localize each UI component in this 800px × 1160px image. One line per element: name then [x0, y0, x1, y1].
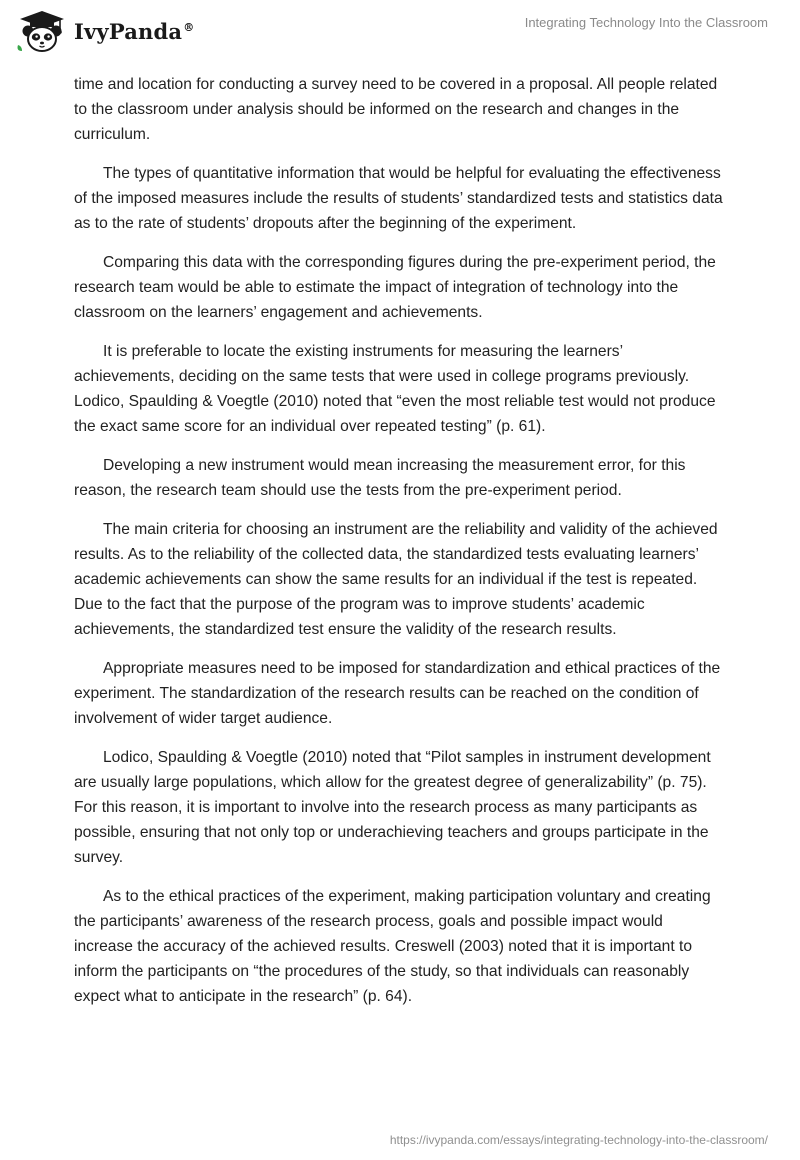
panda-graduate-icon	[14, 9, 70, 53]
paragraph-5: Developing a new instrument would mean increasing the measurement error, for this reason, the research team should use the tests from the pre-experiment period.	[74, 457, 686, 499]
source-url-link[interactable]: https://ivypanda.com/essays/integrating-technology-into-the-classroom/	[389, 1133, 768, 1147]
paragraph-8: Lodico, Spaulding & Voegtle (2010) noted that “Pilot samples in instrument development are usually large populations, which allow for the greatest degree of generalizability” (p. 75). For this reason, it is important to involve into the research process as many participants as possible, ensuring that not only top or underachieving teachers and groups participate in the survey.	[74, 749, 711, 866]
document-title: Integrating Technology Into the Classroom	[524, 15, 768, 30]
essay-body	[74, 72, 726, 1023]
page-header	[0, 0, 800, 60]
brand-name: IvyPanda	[74, 18, 183, 44]
registered-mark: ®	[183, 20, 195, 34]
paragraph-3: Comparing this data with the corresponding figures during the pre-experiment period, the research team would be able to estimate the impact of integration of technology into the classroom on the learners’ engagement and achievements.	[74, 254, 716, 321]
paragraph-9: As to the ethical practices of the experiment, making participation voluntary and creating the participants’ awareness of the research process, goals and possible impact would increase the accuracy of the achieved results. Creswell (2003) noted that it is important to inform the participants on “the procedures of the study, so that individuals can reasonably expect what to anticipate in the research” (p. 64).	[74, 888, 711, 1005]
paragraph-6: The main criteria for choosing an instrument are the reliability and validity of the achieved results. As to the reliability of the collected data, the standardized tests evaluating learners’ academic achievements can show the same results for an individual if the test is repeated. Due to the fact that the purpose of the program was to improve students’ academic achievements, the standardized test ensure the validity of the research results.	[74, 521, 718, 638]
paragraph-7: Appropriate measures need to be imposed for standardization and ethical practices of the experiment. The standardization of the research results can be reached on the condition of involvement of wider target audience.	[74, 660, 721, 727]
paragraph-1: time and location for conducting a survey need to be covered in a proposal. All people related to the classroom under analysis should be informed on the research and changes in the curriculum.	[74, 76, 718, 143]
logo-text	[74, 19, 194, 44]
paragraph-4: It is preferable to locate the existing instruments for measuring the learners’ achievements, deciding on the same tests that were used in college programs previously. Lodico, Spaulding & Voegtle (2010) noted that “even the most reliable test would not produce the exact same score for an individual over repeated testing” (p. 61).	[74, 343, 716, 435]
paragraph-2: The types of quantitative information that would be helpful for evaluating the effectiveness of the imposed measures include the results of students’ standardized tests and statistics data as to the rate of students’ dropouts after the beginning of the experiment.	[74, 165, 723, 232]
ivypanda-logo[interactable]	[14, 9, 194, 53]
